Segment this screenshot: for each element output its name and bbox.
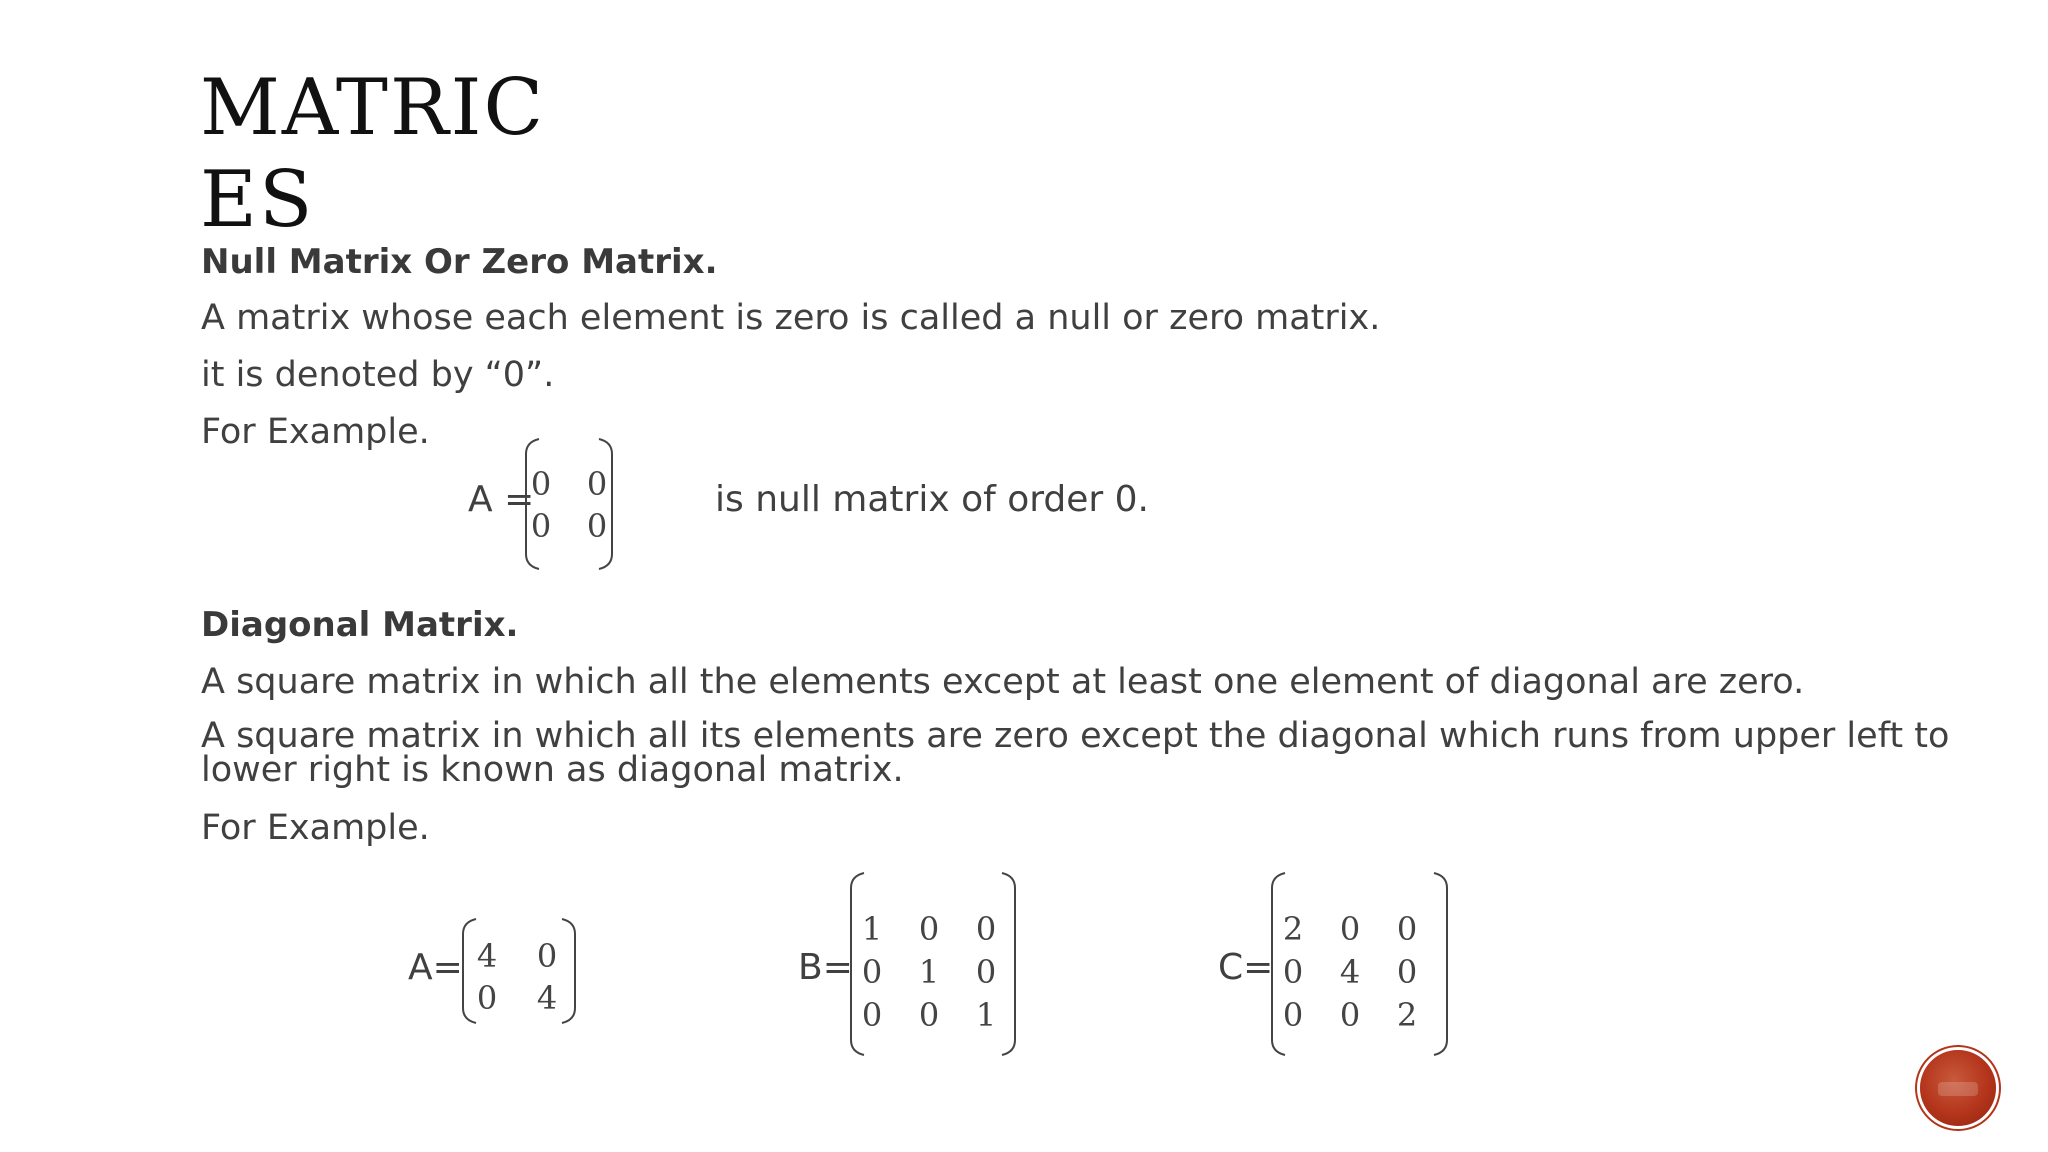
matrix-cell: 0 — [861, 953, 883, 991]
example-label: For Example. — [201, 412, 430, 452]
matrix-cell: 0 — [476, 979, 498, 1017]
next-slide-circle-icon — [1938, 1082, 1978, 1096]
matrix-cell: 0 — [536, 937, 558, 975]
diagonal-example-b-label: B= — [798, 947, 853, 988]
matrix-cell: 0 — [586, 465, 608, 503]
matrix-cell: 0 — [1339, 910, 1361, 948]
matrix-cell: 0 — [1396, 953, 1418, 991]
right-bracket — [1434, 873, 1447, 1055]
matrix-cell: 1 — [861, 910, 883, 948]
diagonal-example-c-matrix — [1271, 872, 1448, 1056]
next-slide-button[interactable] — [1920, 1050, 1996, 1126]
matrix-cell: 0 — [918, 910, 940, 948]
right-bracket — [599, 439, 612, 569]
matrix-cell: 4 — [536, 979, 558, 1017]
matrix-cell: 0 — [1339, 996, 1361, 1034]
matrix-cell: 2 — [1396, 996, 1418, 1034]
matrix-cell: 0 — [586, 507, 608, 545]
diagonal-example-a-label: A= — [408, 947, 463, 988]
null-matrix-notation: it is denoted by “0”. — [201, 355, 555, 395]
null-matrix-label: A = — [468, 479, 535, 520]
matrix-cell: 0 — [1282, 953, 1304, 991]
diagonal-example-a-matrix — [462, 918, 576, 1024]
matrix-cell: 1 — [918, 953, 940, 991]
null-matrix-heading: Null Matrix Or Zero Matrix. — [201, 242, 718, 282]
matrix-cell: 1 — [975, 996, 997, 1034]
matrix-cell: 0 — [918, 996, 940, 1034]
example-label: For Example. — [201, 808, 430, 848]
matrix-cell: 0 — [975, 953, 997, 991]
left-bracket — [526, 439, 539, 569]
matrix-cell: 4 — [476, 937, 498, 975]
matrix-cell: 4 — [1339, 953, 1361, 991]
matrix-cell: 0 — [1396, 910, 1418, 948]
null-matrix-description: is null matrix of order 0. — [715, 479, 1150, 520]
diagonal-example-c-label: C= — [1218, 947, 1274, 988]
diagonal-matrix-definition-1: A square matrix in which all the elements except at least one element of diagonal are zero. — [201, 662, 1805, 702]
diagonal-matrix-definition-2: A square matrix in which all its elements are zero except the diagonal which runs from upper left to lower right is known as diagonal matrix. — [201, 716, 1950, 790]
diagonal-matrix-heading: Diagonal Matrix. — [201, 605, 519, 645]
null-matrix — [525, 438, 613, 570]
slide-title: MATRICES — [200, 63, 546, 245]
matrix-cell: 2 — [1282, 910, 1304, 948]
matrix-cell: 0 — [530, 507, 552, 545]
matrix-cell: 0 — [1282, 996, 1304, 1034]
diagonal-example-b-matrix — [850, 872, 1016, 1056]
matrix-brackets — [525, 438, 613, 570]
null-matrix-definition: A matrix whose each element is zero is called a null or zero matrix. — [201, 298, 1381, 338]
matrix-cell: 0 — [975, 910, 997, 948]
matrix-cell: 0 — [530, 465, 552, 503]
matrix-cell: 0 — [861, 996, 883, 1034]
